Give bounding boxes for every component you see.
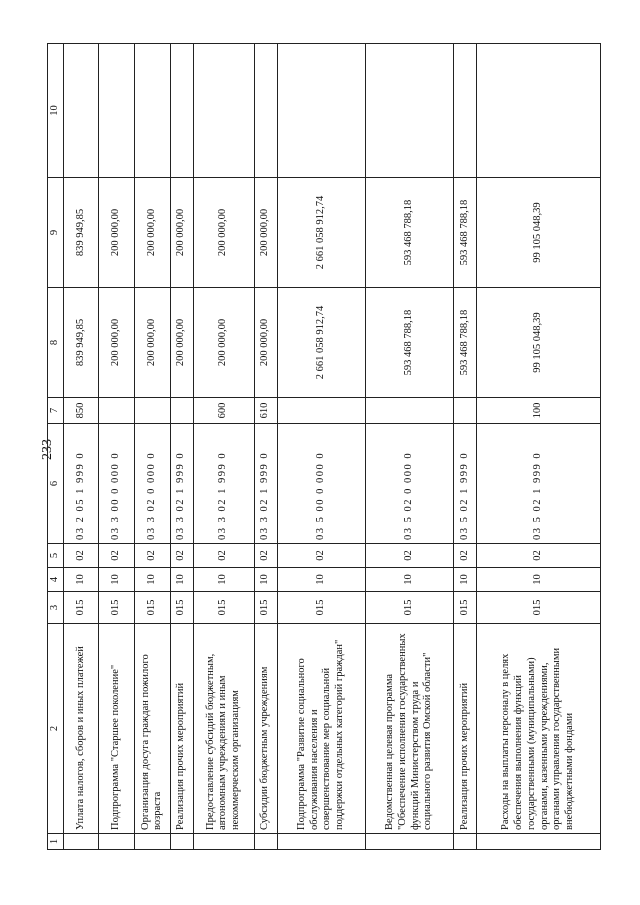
- amount-col8: 200 000,00: [99, 288, 135, 398]
- subsection-code: 02: [135, 544, 171, 568]
- section-code: 10: [365, 568, 453, 592]
- ministry-code: 015: [170, 592, 193, 624]
- ministry-code: 015: [365, 592, 453, 624]
- table-row: [365, 44, 453, 850]
- ministry-code: 015: [99, 592, 135, 624]
- target-code: 03 3 02 1 999 0: [193, 424, 254, 544]
- table-row: [254, 44, 277, 850]
- amount-col9: 200 000,00: [135, 178, 171, 288]
- amount-col9: 2 661 058 912,74: [277, 178, 365, 288]
- amount-col9: 593 468 788,18: [365, 178, 453, 288]
- header-cell: 8: [48, 288, 64, 398]
- subsection-code: 02: [193, 544, 254, 568]
- row-index-cell: [193, 834, 254, 850]
- item-name: Расходы на выплаты персоналу в целях обеспечения выполнения функций государственными (муниципальными) органами, казенными учреждениями, органами управления государственными внебюджетными фондами: [477, 624, 601, 834]
- amount-col8: 200 000,00: [170, 288, 193, 398]
- table-row: [477, 44, 601, 850]
- amount-col10: [193, 44, 254, 178]
- item-name: Ведомственная целевая программа "Обеспечение исполнения государственных функций Министерством труда и социального развития Омской области": [365, 624, 453, 834]
- budget-table-container: [47, 44, 601, 850]
- subsection-code: 02: [63, 544, 99, 568]
- section-code: 10: [454, 568, 477, 592]
- section-code: 10: [63, 568, 99, 592]
- row-index-cell: [254, 834, 277, 850]
- amount-col9: 593 468 788,18: [454, 178, 477, 288]
- item-name: Организация досуга граждан пожилого возраста: [135, 624, 171, 834]
- amount-col8: 99 105 048,39: [477, 288, 601, 398]
- table-row: [170, 44, 193, 850]
- header-cell: 7: [48, 398, 64, 424]
- ministry-code: 015: [193, 592, 254, 624]
- target-code: 03 5 00 0 000 0: [277, 424, 365, 544]
- header-cell: 5: [48, 544, 64, 568]
- amount-col8: 200 000,00: [254, 288, 277, 398]
- ministry-code: 015: [454, 592, 477, 624]
- amount-col9: 200 000,00: [99, 178, 135, 288]
- subsection-code: 02: [477, 544, 601, 568]
- target-code: 03 3 02 1 999 0: [170, 424, 193, 544]
- header-cell: 4: [48, 568, 64, 592]
- ministry-code: 015: [277, 592, 365, 624]
- subsection-code: 02: [99, 544, 135, 568]
- target-code: 03 5 02 1 999 0: [477, 424, 601, 544]
- table-row: [135, 44, 171, 850]
- ministry-code: 015: [477, 592, 601, 624]
- amount-col10: [477, 44, 601, 178]
- header-cell: 10: [48, 44, 64, 178]
- table-row: [277, 44, 365, 850]
- amount-col10: [99, 44, 135, 178]
- expense-type: [277, 398, 365, 424]
- row-index-cell: [135, 834, 171, 850]
- amount-col8: 200 000,00: [135, 288, 171, 398]
- row-index-cell: [63, 834, 99, 850]
- amount-col9: 839 949,85: [63, 178, 99, 288]
- amount-col10: [63, 44, 99, 178]
- section-code: 10: [99, 568, 135, 592]
- item-name: Уплата налогов, сборов и иных платежей: [63, 624, 99, 834]
- expense-type: [454, 398, 477, 424]
- amount-col9: 200 000,00: [193, 178, 254, 288]
- subsection-code: 02: [454, 544, 477, 568]
- row-index-cell: [477, 834, 601, 850]
- ministry-code: 015: [254, 592, 277, 624]
- amount-col10: [454, 44, 477, 178]
- amount-col10: [135, 44, 171, 178]
- row-index-cell: [277, 834, 365, 850]
- item-name: Субсидии бюджетным учреждениям: [254, 624, 277, 834]
- expense-type: 610: [254, 398, 277, 424]
- section-code: 10: [277, 568, 365, 592]
- ministry-code: 015: [63, 592, 99, 624]
- ministry-code: 015: [135, 592, 171, 624]
- section-code: 10: [170, 568, 193, 592]
- page-number: 233: [40, 439, 55, 460]
- row-index-cell: [365, 834, 453, 850]
- item-name: Подпрограмма "Развитие социального обслуживания населения и совершенствование мер социальной поддержки отдельных категорий граждан": [277, 624, 365, 834]
- amount-col8: 593 468 788,18: [365, 288, 453, 398]
- subsection-code: 02: [365, 544, 453, 568]
- target-code: 03 5 02 1 999 0: [454, 424, 477, 544]
- target-code: 03 5 02 0 000 0: [365, 424, 453, 544]
- amount-col8: 2 661 058 912,74: [277, 288, 365, 398]
- header-cell: 1: [48, 834, 64, 850]
- target-code: 03 3 02 0 000 0: [135, 424, 171, 544]
- table-row: [99, 44, 135, 850]
- item-name: Подпрограмма "Старшее поколение": [99, 624, 135, 834]
- section-code: 10: [193, 568, 254, 592]
- amount-col10: [365, 44, 453, 178]
- expense-type: [365, 398, 453, 424]
- item-name: Реализация прочих мероприятий: [454, 624, 477, 834]
- expense-type: [170, 398, 193, 424]
- target-code: 03 3 00 0 000 0: [99, 424, 135, 544]
- section-code: 10: [135, 568, 171, 592]
- row-index-cell: [454, 834, 477, 850]
- amount-col9: 99 105 048,39: [477, 178, 601, 288]
- item-name: Реализация прочих мероприятий: [170, 624, 193, 834]
- section-code: 10: [477, 568, 601, 592]
- subsection-code: 02: [254, 544, 277, 568]
- row-index-cell: [99, 834, 135, 850]
- budget-table: [47, 43, 601, 850]
- row-index-cell: [170, 834, 193, 850]
- amount-col10: [277, 44, 365, 178]
- expense-type: [135, 398, 171, 424]
- header-cell: 2: [48, 624, 64, 834]
- header-cell: 6: [48, 424, 64, 544]
- expense-type: [99, 398, 135, 424]
- target-code: 03 2 05 1 999 0: [63, 424, 99, 544]
- header-row: [48, 44, 64, 850]
- table-row: [193, 44, 254, 850]
- item-name: Предоставление субсидий бюджетным, автономным учреждениям и иным некоммерческим организациям: [193, 624, 254, 834]
- expense-type: 600: [193, 398, 254, 424]
- amount-col8: 839 949,85: [63, 288, 99, 398]
- amount-col9: 200 000,00: [170, 178, 193, 288]
- expense-type: 850: [63, 398, 99, 424]
- subsection-code: 02: [170, 544, 193, 568]
- amount-col9: 200 000,00: [254, 178, 277, 288]
- header-cell: 3: [48, 592, 64, 624]
- section-code: 10: [254, 568, 277, 592]
- header-cell: 9: [48, 178, 64, 288]
- table-row: [454, 44, 477, 850]
- amount-col8: 200 000,00: [193, 288, 254, 398]
- amount-col10: [254, 44, 277, 178]
- table-row: [63, 44, 99, 850]
- subsection-code: 02: [277, 544, 365, 568]
- amount-col10: [170, 44, 193, 178]
- target-code: 03 3 02 1 999 0: [254, 424, 277, 544]
- amount-col8: 593 468 788,18: [454, 288, 477, 398]
- expense-type: 100: [477, 398, 601, 424]
